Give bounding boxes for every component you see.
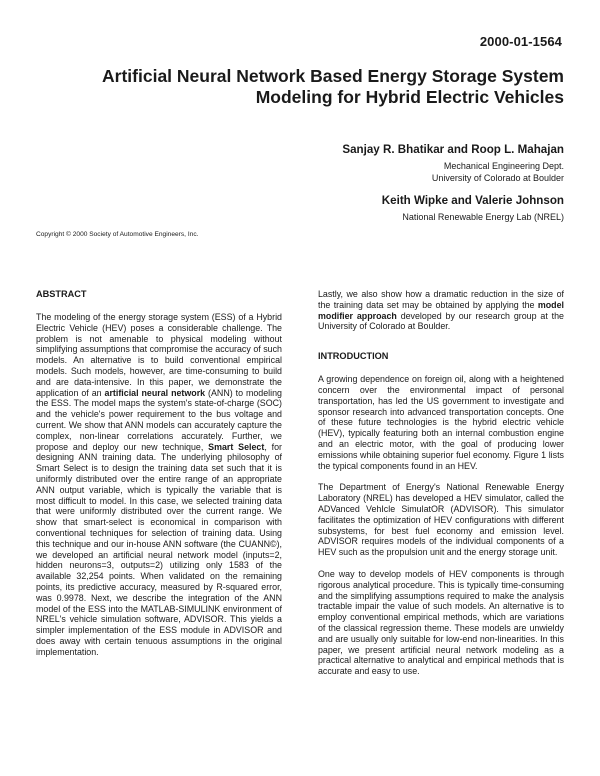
title-line-2: Modeling for Hybrid Electric Vehicles [255,87,564,107]
paper-title [64,66,564,108]
intro-paragraph-2: The Department of Energy's National Renewable Energy Laboratory (NREL) has developed a HEV simulator, called the ADVanced VehIcle SimulatOR (ADVISOR). This simulator facilitates the optimization of HEV configurations with different subsystems, for best fuel economy and emission level. ADVISOR requires models of the individual components of a HEV such as the propulsion unit and the energy storage unit. [318,482,564,558]
introduction-heading: INTRODUCTION [318,351,389,362]
bold-term: Smart Select [208,441,265,452]
intro-paragraph-1: A growing dependence on foreign oil, along with a heightened concern over the environmental impact of personal transportation, has led the US government to investigate and sponsor research into advanced transportation concepts. One of these future technologies is the hybrid electric vehicle (HEV), typically featuring both an internal combustion engine and an electric motor, with the goal of producing lower emissions while obtaining superior fuel economy. Figure 1 lists the typical components found in an HEV. [318,374,564,471]
text-run: Lastly, we also show how a dramatic reduction in the size of the training data set may be obtained by applying the [318,289,564,310]
affiliation-line: University of Colorado at Boulder [431,173,564,183]
author-names: Sanjay R. Bhatikar and Roop L. Mahajan [342,143,564,156]
abstract-heading: ABSTRACT [36,289,87,299]
intro-paragraph-3: One way to develop models of HEV components is through rigorous analytical procedure. This is typically time-consuming and the simplifying assumptions required to make the analysis tractable impair the value of such models. An alternative is to employ conventional empirical methods, which are variations of the classical regression theme. These models are unwieldy and are usually only suitable for low-end non-linearities. In this paper, we present artificial neural network modeling as a practical alternative to analytical and empirical methods that is accurate and easy to use. [318,568,564,677]
text-run: , for designing ANN training data. The underlying philosophy of Smart Select is to design the training data set such that it is uniformly distributed over the entire range of an appropriate ANN output variable, which is typically the variable that is most difficult to model. In this case, we selected training data that were uniformly distributed over the current range. We show that smart-select is economical in comparison with conventional techniques for selection of training data. Using this technique and our in-house ANN software (the CUANN©), we developed an artificial neural network model (inputs=2, hidden neurons=3, outputs=2) utilizing only 1583 of the available 32,254 points. When validated on the remaining points, its predictive accuracy, measured by R-squared error, was 0.9978. Next, we describe the integration of the ANN model of the ESS into the MATLAB-SIMULINK environment of NREL's vehicle simulation software, ADVISOR. This yields a simpler implementation of the ESS module in ADVISOR and does away with certain tenuous assumptions in the original implementation. [36,441,282,657]
right-column [318,289,564,688]
abstract-paragraph [36,312,282,658]
affiliation-line: National Renewable Energy Lab (NREL) [402,212,564,222]
author-group-2 [164,193,564,223]
bold-term: model modifier approach [318,299,564,321]
author-names: Keith Wipke and Valerie Johnson [381,194,564,207]
left-column [36,289,282,669]
affiliation-line: Mechanical Engineering Dept. [443,161,564,171]
text-run: The modeling of the energy storage system (ESS) of a Hybrid Electric Vehicle (HEV) poses a considerable challenge. The problem is not amenable to physical modeling without simplifying assumptions that compromise the accuracy of such models. An alternative is to build conventional empirical models. Such models, however, are time-consuming to build and are data-intensive. In this paper, we demonstrate the application of an [36,312,282,398]
author-group-1 [164,142,564,184]
bold-term: artificial neural network [104,387,206,398]
title-line-1: Artificial Neural Network Based Energy Storage System [102,66,564,86]
spacer [318,343,564,351]
copyright-notice: Copyright © 2000 Society of Automotive Engineers, Inc. [36,231,199,238]
text-run: (ANN) to modeling the ESS. The model maps the system's state-of-charge (SOC) and the vehicle's power requirement to the bus voltage and current. We show that ANN models can accurately capture the complex, non-linear correlations accurately. Further, we propose and deploy our new technique, [36,387,282,452]
text-run: developed by our research group at the University of Colorado at Boulder. [318,310,564,332]
paper-number: 2000-01-1564 [479,34,562,49]
abstract-continuation [318,289,564,332]
